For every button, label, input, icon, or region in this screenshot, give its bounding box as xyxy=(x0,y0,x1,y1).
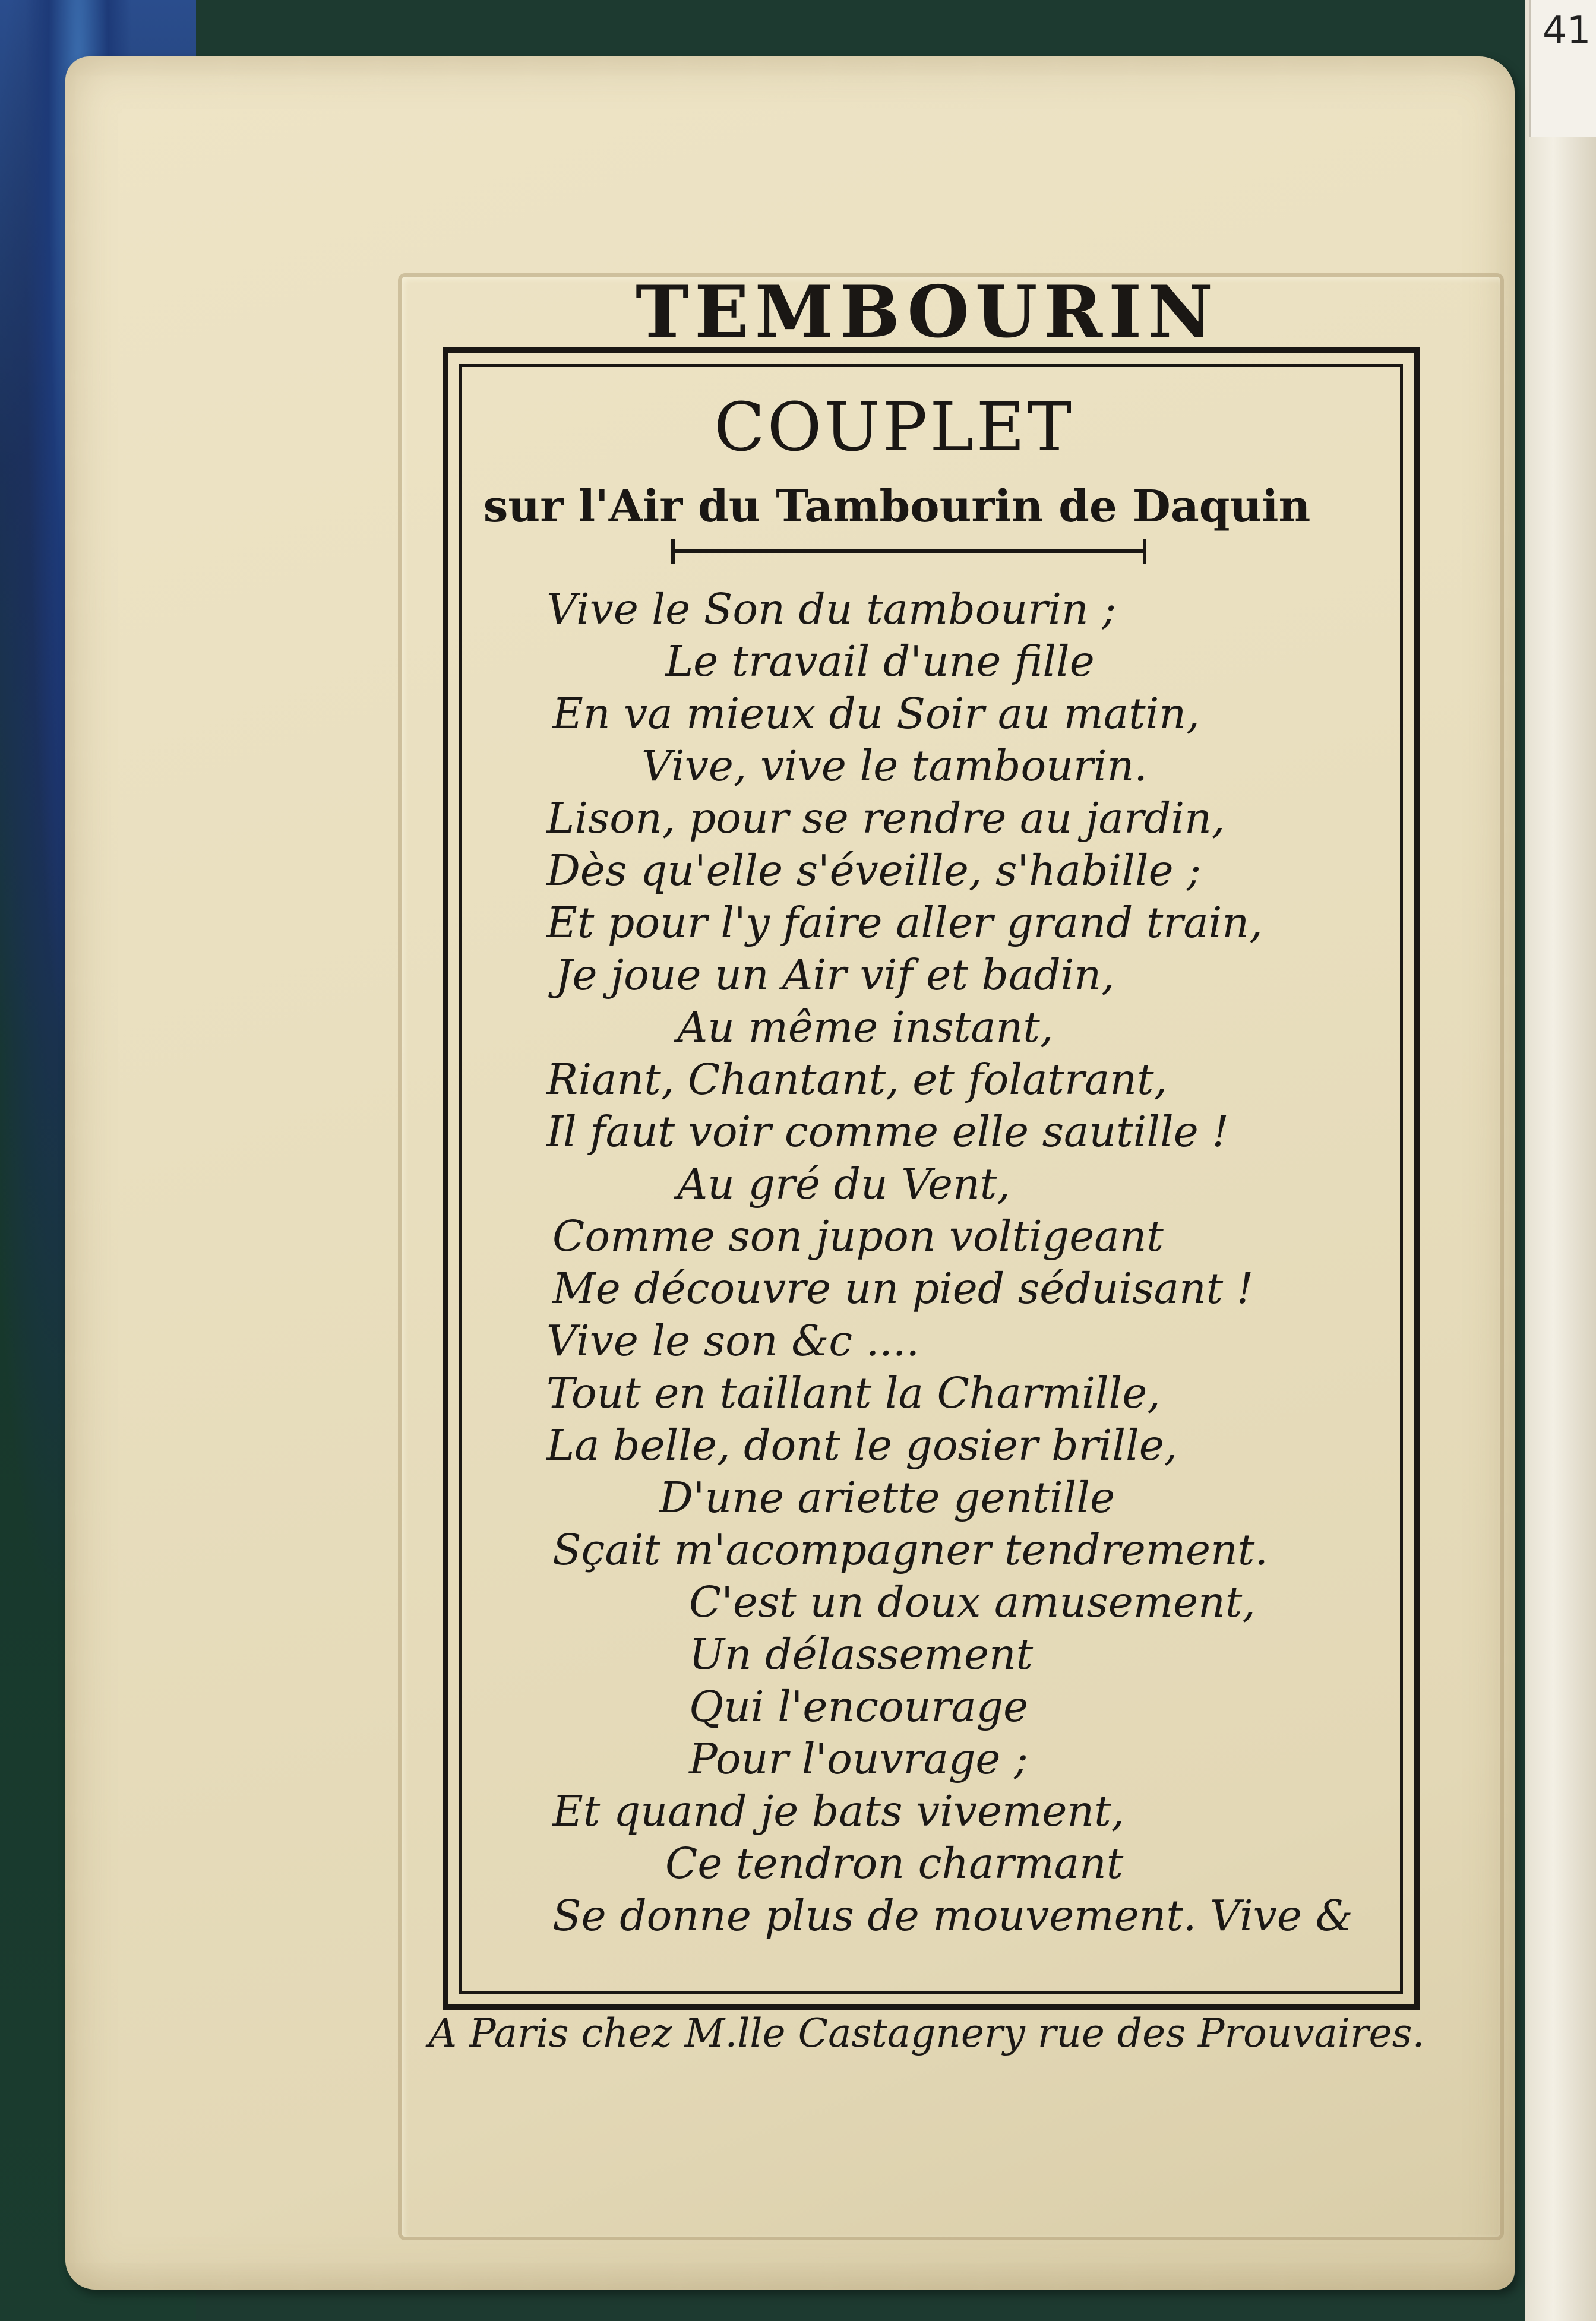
verse-line: Sçait m'acompagner tendrement. xyxy=(552,1525,1268,1574)
verse-line: La belle, dont le gosier brille, xyxy=(546,1421,1178,1470)
verse-line: C'est un doux amusement, xyxy=(689,1577,1256,1627)
verse-line: Un délassement xyxy=(689,1630,1034,1679)
subtitle: sur l'Air du Tambourin de Daquin xyxy=(483,481,1311,532)
facing-page-edge xyxy=(1525,0,1596,2321)
verse-line: Dès qu'elle s'éveille, s'habille ; xyxy=(546,846,1202,895)
verse-line: Comme son jupon voltigeant xyxy=(552,1212,1164,1261)
couplet-title: COUPLET xyxy=(713,389,1074,466)
corner-label-text: 41 xyxy=(1543,9,1591,53)
verse-line: Vive le son &c .... xyxy=(546,1316,920,1365)
verse-line: Ce tendron charmant xyxy=(665,1839,1124,1888)
verse-line: Au même instant, xyxy=(677,1003,1054,1052)
verse-line: En va mieux du Soir au matin, xyxy=(552,689,1200,738)
page-heading: TEMBOURIN xyxy=(636,270,1219,354)
verse-line: Le travail d'une fille xyxy=(665,637,1095,686)
verse-line: Il faut voir comme elle sautille ! xyxy=(546,1107,1229,1156)
verse-line: Me découvre un pied séduisant ! xyxy=(552,1264,1254,1313)
verse-line: Se donne plus de mouvement. Vive & xyxy=(552,1891,1353,1940)
decorative-rule xyxy=(671,549,1146,553)
verse-line: Et pour l'y faire aller grand train, xyxy=(546,898,1263,947)
verse-line: Qui l'encourage xyxy=(689,1682,1029,1731)
verse-line: Au gré du Vent, xyxy=(677,1159,1010,1209)
verse-line: Pour l'ouvrage ; xyxy=(689,1734,1028,1784)
verse-line: D'une ariette gentille xyxy=(659,1473,1115,1522)
corner-label xyxy=(1529,0,1596,137)
verse-line: Tout en taillant la Charmille, xyxy=(546,1368,1161,1418)
verse-line: Vive, vive le tambourin. xyxy=(641,741,1148,790)
verse-line: Et quand je bats vivement, xyxy=(552,1786,1125,1836)
verse-line: Je joue un Air vif et badin, xyxy=(555,950,1115,1000)
verse-line: Vive le Son du tambourin ; xyxy=(546,584,1117,634)
verse-line: Lison, pour se rendre au jardin, xyxy=(546,793,1225,843)
verse-line: Riant, Chantant, et folatrant, xyxy=(546,1055,1168,1104)
verse-block xyxy=(535,585,1378,1963)
imprint: A Paris chez M.lle Castagnery rue des Prouvaires. xyxy=(428,2010,1425,2056)
